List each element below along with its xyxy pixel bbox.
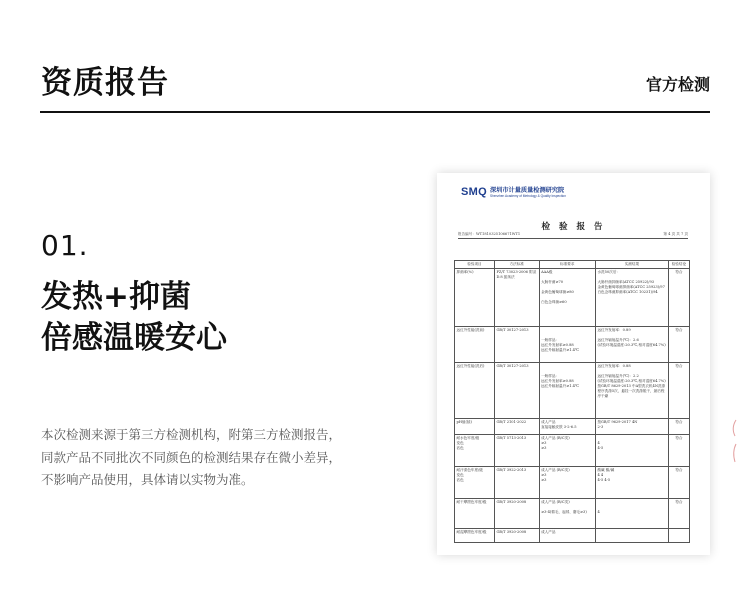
header-item: 检验项目 <box>455 261 495 269</box>
institute-logo <box>461 186 566 198</box>
cell-result <box>595 529 668 543</box>
table-row <box>455 499 690 529</box>
smq-logo-icon: SMQ <box>461 186 487 198</box>
section-number: 01. <box>41 229 89 262</box>
cell-conclusion: 符合 <box>668 499 689 529</box>
report-meta <box>458 232 688 237</box>
cell-conclusion: 符合 <box>668 467 689 499</box>
cell-method: GB/T 3920-2008 <box>494 529 539 543</box>
table-row <box>455 435 690 467</box>
inspection-table <box>454 260 690 543</box>
table-row <box>455 529 690 543</box>
report-number: 报告编号：WT1810325106671WT1 <box>458 232 521 236</box>
header-method: 方法标准 <box>494 261 539 269</box>
table-row <box>455 269 690 327</box>
report-page: 第 4 页 共 7 页 <box>663 232 688 236</box>
description-line-1: 本次检测来源于第三方检测机构，附第三方检测报告， <box>41 427 342 442</box>
page-title: 资质报告 <box>41 65 169 101</box>
header-result: 实测结果 <box>595 261 668 269</box>
description-line-3: 不影响产品使用，具体请以实物为准。 <box>41 472 254 487</box>
table-row <box>455 419 690 435</box>
cell-method: GB/T 2101-2022 <box>494 419 539 435</box>
cell-result: 水洗50次后： 大肠杆菌抑菌率(ATCC 25922)/93 金黄色葡萄球菌抑菌率(ATCC 25923)/97 白色念珠菌抑菌率(ATCC 10231)/94 <box>595 269 668 327</box>
cell-conclusion: 符合 <box>668 269 689 327</box>
cell-method: GB/T 3920-2008 <box>494 499 539 529</box>
cell-item: pH值(续) <box>455 419 495 435</box>
header-conclusion: 检验结论 <box>668 261 689 269</box>
cell-conclusion: 符合 <box>668 435 689 467</box>
cell-method: GB/T 5713-2013 <box>494 435 539 467</box>
report-meta-divider <box>458 238 688 239</box>
section-headline <box>41 277 227 359</box>
cell-result: 远红外发射率：0.89 远红外辐射温升(℃)：2.6 (试验环境温湿度:20.3℃,相对湿度64.7%) <box>595 327 668 363</box>
cell-method: GB/T 30127-2013 <box>494 327 539 363</box>
cell-requirement: 成人产品 (B/C类) ≥3 ≥3 <box>539 467 595 499</box>
cell-method: FZ/T 73023-2006 附录D.8 振荡法 <box>494 269 539 327</box>
cell-requirement: 成人产品 (B/C类) ≥3-4(棉毛、起绒、磨毛≥3) <box>539 499 595 529</box>
cell-conclusion: 符合 <box>668 363 689 419</box>
cell-item: 远红外性能(洗后) <box>455 363 495 419</box>
institute-name-cn: 深圳市计量质量检测研究院 <box>489 186 565 194</box>
description-line-2: 同款产品不同批次不同颜色的检测结果存在微小差异， <box>41 449 342 465</box>
cell-item: 耐干摩擦色牢度/级 <box>455 499 495 529</box>
cell-result: 按GB/T 9629-2017 4N 2-3 <box>595 419 668 435</box>
inspection-report-document <box>437 173 710 555</box>
cell-item: 抑菌率(%) <box>455 269 495 327</box>
cell-conclusion: 符合 <box>668 327 689 363</box>
cell-result: 远红外发射率：0.88 远红外辐射温升(℃)：2.2 (试验环境温湿度:20.3℃,相对湿度64.7%) 按GB/T 8629-2013 中A型洗衣机4N洗涤程序洗涤5次，悬挂一次洗涤脱干，最后程序干燥 <box>595 363 668 419</box>
table-row <box>455 327 690 363</box>
report-title: 检 验 报 告 <box>541 222 606 232</box>
cell-requirement: AAA级 大肠杆菌≥70 金黄色葡萄球菌≥80 白色念珠菌≥60 <box>539 269 595 327</box>
table-header-row <box>455 261 690 269</box>
official-test-label: 官方检测 <box>645 75 710 94</box>
headline-line-1: 发热+抑菌 <box>41 279 191 315</box>
cell-result: 4 4-5 <box>595 435 668 467</box>
cell-method: GB/T 3922-2013 <box>494 467 539 499</box>
stamp-fragment-icon <box>730 418 738 466</box>
cell-requirement: 成人产品 (B/C类) ≥3 ≥3 <box>539 435 595 467</box>
table-row <box>455 363 690 419</box>
headline-line-2: 倍感温暖安心 <box>41 320 227 356</box>
cell-item: 耐湿摩擦色牢度/级 <box>455 529 495 543</box>
cell-item: 耐汗渍色牢度/级 变色 沾色 <box>455 467 495 499</box>
cell-requirement: 一般样品： 远红外发射率≥0.88 远红外辐射温升≥1.4℃ <box>539 327 595 363</box>
cell-method: GB/T 30127-2013 <box>494 363 539 419</box>
cell-requirement: 成人产品 <box>539 529 595 543</box>
institute-name-en: Shenzhen Academy of Metrology & Quality Inspection <box>489 193 566 198</box>
cell-item: 耐水色牢度/级 变色 沾色 <box>455 435 495 467</box>
table-row <box>455 467 690 499</box>
cell-requirement: 一般样品： 远红外发射率≥0.88 远红外辐射温升≥1.4℃ <box>539 363 595 419</box>
header-requirement: 标准要求 <box>539 261 595 269</box>
cell-conclusion: 符合 <box>668 419 689 435</box>
cell-result: 酸碱 酸/碱 4 4 4-5 4-5 <box>595 467 668 499</box>
cell-result: 4 <box>595 499 668 529</box>
cell-requirement: 成人产品 直接接触皮肤 3-2-6.5 <box>539 419 595 435</box>
cell-conclusion <box>668 529 689 543</box>
description-paragraph <box>41 424 371 492</box>
cell-item: 远红外性能(洗前) <box>455 327 495 363</box>
header-divider <box>40 111 710 113</box>
